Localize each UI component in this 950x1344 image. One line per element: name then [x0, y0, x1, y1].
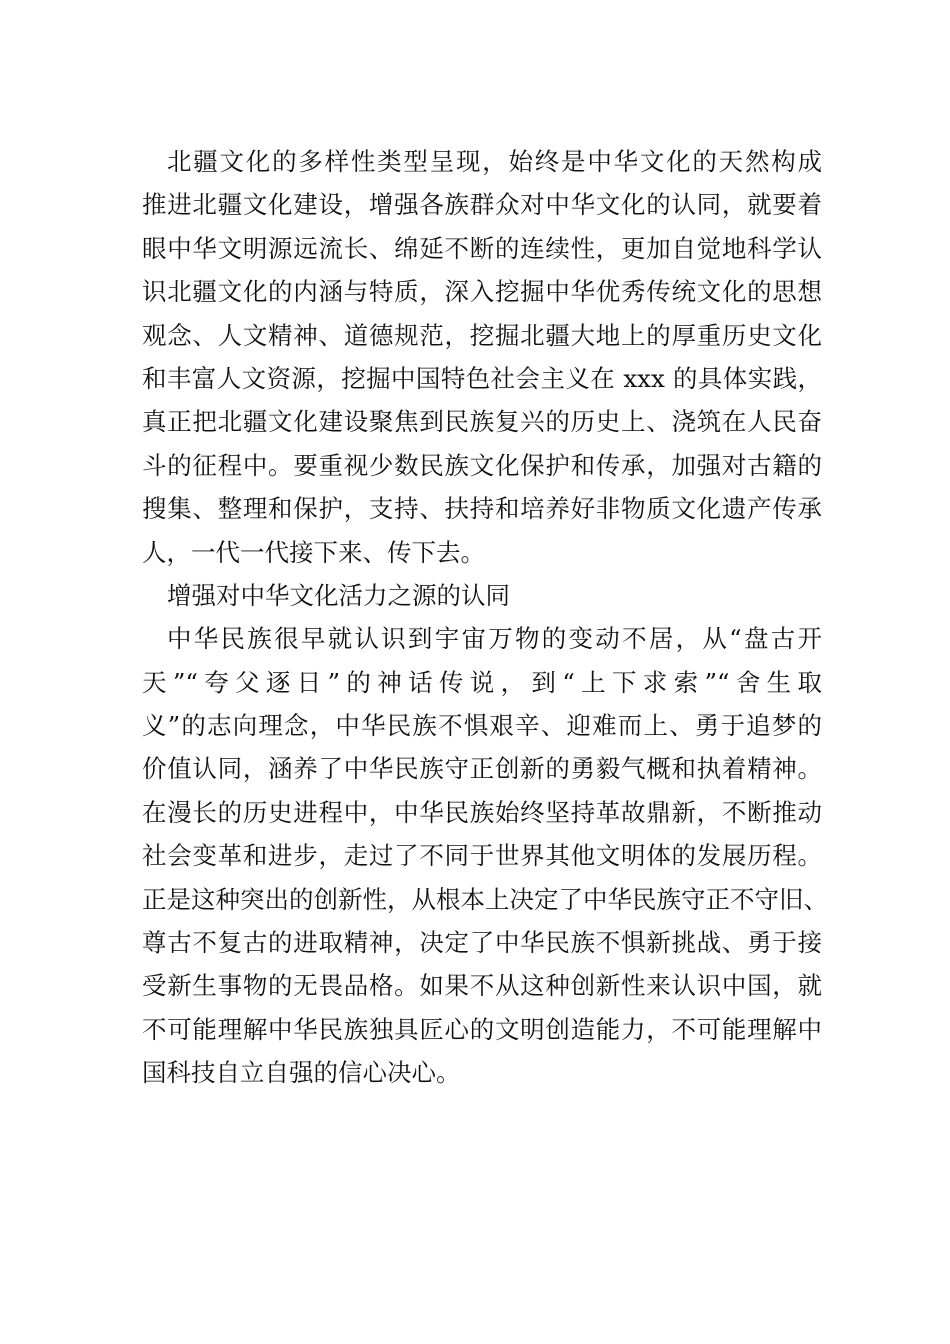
paragraph-line: 中华民族很早就认识到宇宙万物的变动不居，从“盘古开 — [167, 624, 822, 654]
paragraph-line: 北疆文化的多样性类型呈现，始终是中华文化的天然构成 — [167, 147, 822, 176]
paragraph-line: 斗的征程中。要重视少数民族文化保护和传承，加强对古籍的 — [142, 450, 822, 480]
paragraph-line: 受新生事物的无畏品格。如果不从这种创新性来认识中国，就 — [142, 971, 822, 1001]
paragraph-line: 正是这种突出的创新性，从根本上决定了中华民族守正不守旧、 — [142, 884, 828, 914]
paragraph-line: 和丰富人文资源，挖掘中国特色社会主义在 xxx 的具体实践， — [142, 363, 822, 393]
paragraph-line: 真正把北疆文化建设聚焦到民族复兴的历史上、浇筑在人民奋 — [142, 407, 822, 437]
paragraph-line: 眼中华文明源远流长、绵延不断的连续性，更加自觉地科学认 — [142, 233, 822, 263]
paragraph-line: 识北疆文化的内涵与特质，深入挖掘中华优秀传统文化的思想 — [142, 277, 822, 307]
paragraph-line: 观念、人文精神、道德规范，挖掘北疆大地上的厚重历史文化 — [142, 320, 822, 350]
document-body — [142, 140, 828, 1095]
paragraph-line: 社会变革和进步，走过了不同于世界其他文明体的发展历程。 — [142, 841, 822, 871]
paragraph-line: 人，一代一代接下来、传下去。 — [142, 537, 485, 567]
paragraph-line: 天”“夸父逐日”的神话传说，到“上下求索”“舍生取 — [142, 667, 822, 697]
paragraph-line: 搜集、整理和保护，支持、扶持和培养好非物质文化遗产传承 — [142, 494, 822, 524]
paragraph-line: 价值认同，涵养了中华民族守正创新的勇毅气概和执着精神。 — [142, 754, 822, 784]
paragraph-line: 义”的志向理念，中华民族不惧艰辛、迎难而上、勇于追梦的 — [142, 711, 822, 741]
section-heading: 增强对中华文化活力之源的认同 — [167, 580, 510, 610]
paragraph-line: 不可能理解中华民族独具匠心的文明创造能力，不可能理解中 — [142, 1014, 822, 1044]
paragraph-line: 国科技自立自强的信心决心。 — [142, 1058, 461, 1088]
paragraph-line: 推进北疆文化建设，增强各族群众对中华文化的认同，就要着 — [142, 190, 822, 220]
paragraph-line: 在漫长的历史进程中，中华民族始终坚持革故鼎新，不断推动 — [142, 797, 822, 827]
paragraph-line: 尊古不复古的进取精神，决定了中华民族不惧新挑战、勇于接 — [142, 928, 822, 958]
